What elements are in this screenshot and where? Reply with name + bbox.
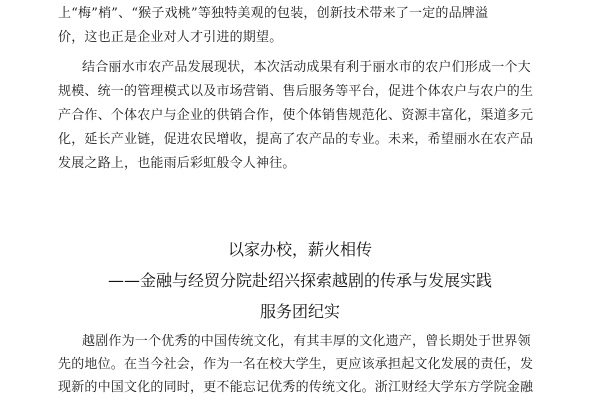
section-title-line3: 服务团纪实 <box>259 302 340 321</box>
paragraph-line: 越剧作为一个优秀的中国传统文化，有其丰厚的文化遗产，曾长期处于世界领 <box>82 334 531 349</box>
paragraph-line: 规模、统一的管理模式以及市场营销、售后服务等平台，促进个体农户与农户的生 <box>58 84 534 99</box>
section-title-line1: 以家办校，薪火相传 <box>227 240 372 259</box>
paragraph-line: 上“梅”梢”、“猴子戏桃”等独特美观的包装，创新技术带来了一定的品牌溢 <box>58 6 489 21</box>
paragraph-line: 产合作、个体农户与企业的供销合作，使个体销售规范化、资源丰富化，渠道多元 <box>58 108 534 123</box>
paragraph-line: 化，延长产业链，促进农民增收，提高了农产品的专业。未来，希望丽水在农产品 <box>58 132 534 147</box>
paragraph-line: 价，这也正是企业对人才引进的期望。 <box>58 30 283 45</box>
paragraph-line: 发展之路上，也能雨后彩虹般令人神往。 <box>58 156 296 171</box>
section-title-line2: ——金融与经贸分院赴绍兴探索越剧的传承与发展实践 <box>107 271 492 290</box>
paragraph-line: 结合丽水市农产品发展现状，本次活动成果有利于丽水市的农户们形成一个大 <box>82 60 531 75</box>
paragraph-line: 先的地位。在当今社会，作为一名在校大学生，更应该承担起文化发展的责任，发 <box>58 357 534 372</box>
paragraph-line: 现新的中国文化的同时，更不能忘记优秀的传统文化。浙江财经大学东方学院金融 <box>58 380 534 395</box>
